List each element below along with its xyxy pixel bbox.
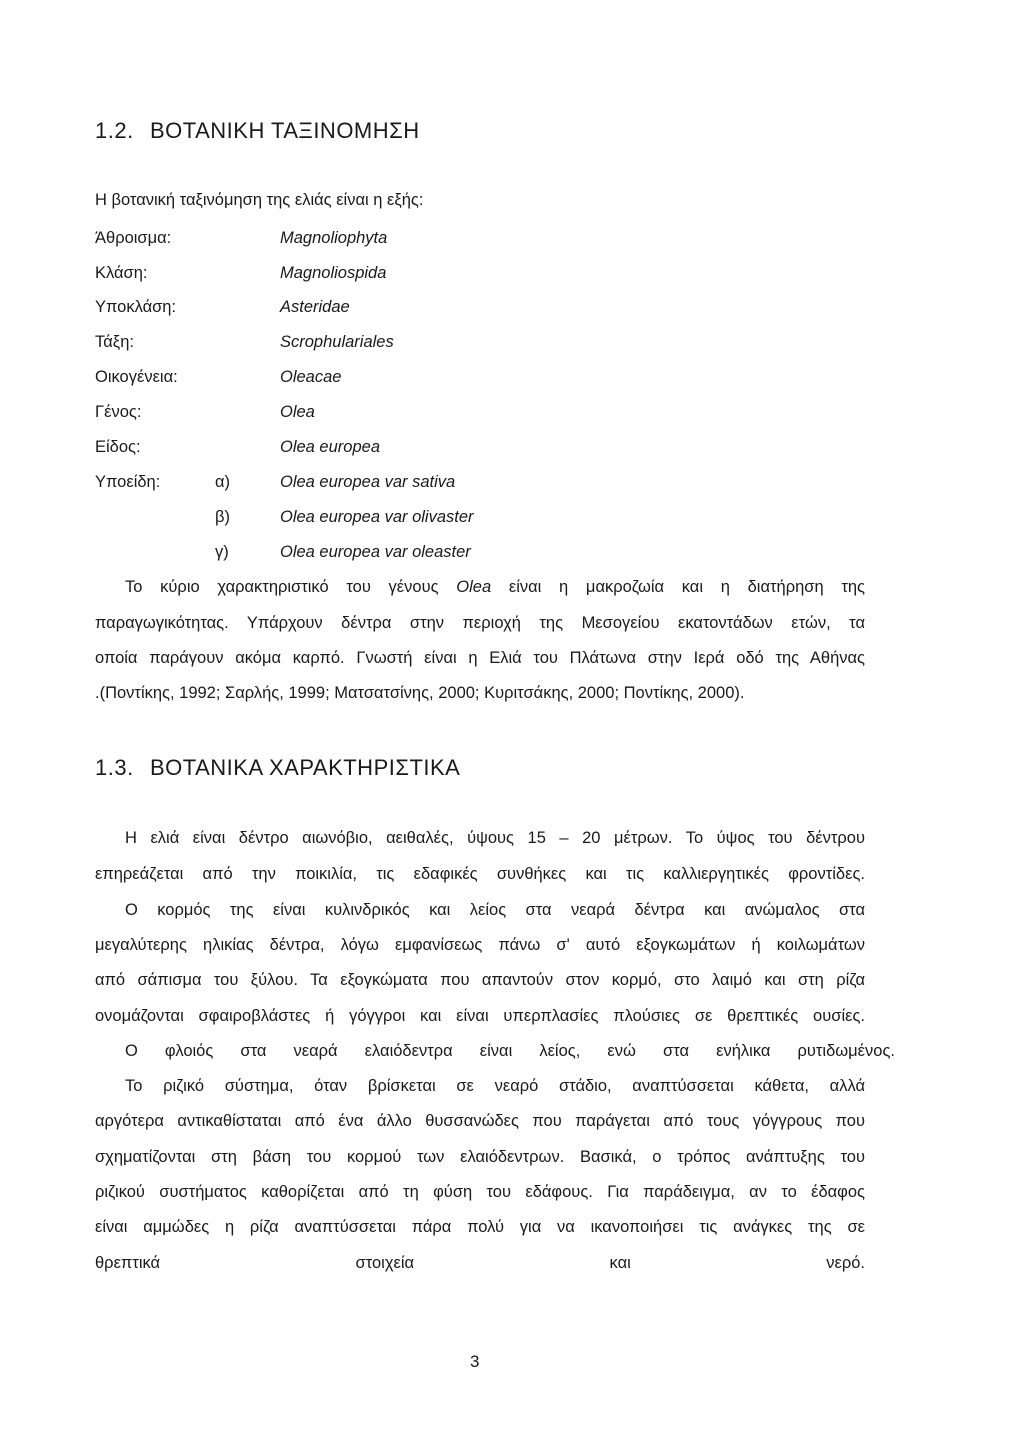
text-run: είναι η μακροζωία και η διατήρηση της bbox=[491, 578, 865, 596]
taxonomy-label: Γένος: bbox=[95, 403, 142, 421]
taxonomy-value: Scrophulariales bbox=[280, 333, 394, 351]
taxonomy-label: Κλάση: bbox=[95, 264, 148, 282]
paragraph-line bbox=[125, 1042, 895, 1061]
paragraph-line bbox=[95, 649, 865, 668]
text-run: Ο κορμός της είναι κυλινδρικός και λείος στα νεαρά δέντρα και ανώμαλος στα bbox=[125, 901, 865, 919]
taxonomy-label: Άθροισμα: bbox=[95, 229, 172, 247]
paragraph-line bbox=[95, 1112, 865, 1131]
taxonomy-value: Magnoliospida bbox=[280, 264, 387, 282]
page-number: 3 bbox=[470, 1352, 480, 1371]
text-run: θρεπτικά στοιχεία και νερό. bbox=[95, 1254, 865, 1272]
paragraph-line bbox=[95, 971, 865, 990]
taxonomy-label: Είδος: bbox=[95, 438, 141, 456]
text-run: ονομάζονται σφαιροβλάστες ή γόγγροι και είναι υπερπλασίες πλούσιες σε θρεπτικές ουσίες. bbox=[95, 1007, 865, 1025]
taxonomy-intro: Η βοτανική ταξινόμηση της ελιάς είναι η εξής: bbox=[95, 191, 424, 209]
subspecies-label: Υποείδη: bbox=[95, 473, 161, 491]
taxonomy-label: Οικογένεια: bbox=[95, 368, 178, 386]
taxonomy-value: Oleacae bbox=[280, 368, 342, 386]
section-1-2-title: ΒΟΤΑΝΙΚΗ ΤΑΞΙΝΟΜΗΣΗ bbox=[150, 118, 420, 143]
subspecies-value: Olea europea var olivaster bbox=[280, 508, 474, 526]
paragraph-line bbox=[125, 901, 865, 920]
text-run: μεγαλύτερης ηλικίας δέντρα, λόγω εμφανίσεως πάνω σ' αυτό εξογκωμάτων ή κοιλωμάτων bbox=[95, 936, 865, 954]
paragraph-line bbox=[95, 1007, 865, 1026]
section-1-2-number: 1.2. bbox=[95, 118, 134, 143]
section-1-2-heading bbox=[95, 118, 420, 144]
taxonomy-value: Olea bbox=[280, 403, 315, 421]
taxonomy-label: Τάξη: bbox=[95, 333, 134, 351]
subspecies-index: γ) bbox=[215, 543, 229, 561]
taxonomy-value: Olea europea bbox=[280, 438, 380, 456]
text-run: Το κύριο χαρακτηριστικό του γένους bbox=[125, 578, 457, 596]
text-run: σχηματίζονται στη βάση του κορμού των ελαιόδεντρων. Βασικά, ο τρόπος ανάπτυξης του bbox=[95, 1148, 865, 1166]
text-run: Ο φλοιός στα νεαρά ελαιόδεντρα είναι λείος, ενώ στα ενήλικα ρυτιδωμένος. bbox=[125, 1042, 895, 1060]
subspecies-value: Olea europea var oleaster bbox=[280, 543, 471, 561]
subspecies-index: α) bbox=[215, 473, 231, 491]
citation-line: .(Ποντίκης, 1992; Σαρλής, 1999; Ματσατσίνης, 2000; Κυριτσάκης, 2000; Ποντίκης, 2000). bbox=[95, 684, 745, 702]
text-run: επηρεάζεται από την ποικιλία, τις εδαφικές συνθήκες και τις καλλιεργητικές φροντίδες. bbox=[95, 865, 865, 883]
section-1-3-number: 1.3. bbox=[95, 755, 134, 780]
genus-name: Olea bbox=[456, 578, 492, 596]
taxonomy-value: Asteridae bbox=[280, 298, 350, 316]
paragraph-line bbox=[125, 578, 865, 597]
paragraph-line bbox=[95, 1183, 865, 1202]
text-run: αργότερα αντικαθίσταται από ένα άλλο θυσσανώδες που παράγεται από τους γόγγρους που bbox=[95, 1112, 865, 1130]
text-run: οποία παράγουν ακόμα καρπό. Γνωστή είναι η Ελιά του Πλάτωνα στην Ιερά οδό της Αθήνας bbox=[95, 649, 865, 667]
paragraph-line bbox=[125, 1077, 865, 1096]
paragraph-line bbox=[95, 1148, 865, 1167]
paragraph-line bbox=[95, 614, 865, 633]
section-1-3-title: ΒΟΤΑΝΙΚΑ ΧΑΡΑΚΤΗΡΙΣΤΙΚΑ bbox=[150, 755, 461, 780]
text-run: είναι αμμώδες η ρίζα αναπτύσσεται πάρα πολύ για να ικανοποιήσει τις ανάγκες της σε bbox=[95, 1218, 865, 1236]
paragraph-line bbox=[95, 865, 865, 884]
text-run: από σάπισμα του ξύλου. Τα εξογκώματα που απαντούν στον κορμό, στο λαιμό και στη ρίζα bbox=[95, 971, 865, 989]
text-run: ριζικού συστήματος καθορίζεται από τη φύση του εδάφους. Για παράδειγμα, αν το έδαφος bbox=[95, 1183, 865, 1201]
subspecies-index: β) bbox=[215, 508, 230, 526]
taxonomy-label: Υποκλάση: bbox=[95, 298, 177, 316]
text-run: παραγωγικότητας. Υπάρχουν δέντρα στην περιοχή της Μεσογείου εκατοντάδων ετών, τα bbox=[95, 614, 865, 632]
text-run: Η ελιά είναι δέντρο αιωνόβιο, αειθαλές, ύψους 15 – 20 μέτρων. Το ύψος του δέντρου bbox=[125, 829, 865, 847]
taxonomy-value: Magnoliophyta bbox=[280, 229, 388, 247]
paragraph-line bbox=[95, 1218, 865, 1237]
paragraph-line bbox=[95, 936, 865, 955]
section-1-3-heading bbox=[95, 755, 460, 781]
subspecies-value: Olea europea var sativa bbox=[280, 473, 456, 491]
paragraph-line bbox=[95, 1254, 865, 1273]
text-run: Το ριζικό σύστημα, όταν βρίσκεται σε νεαρό στάδιο, αναπτύσσεται κάθετα, αλλά bbox=[125, 1077, 865, 1095]
paragraph-line bbox=[125, 829, 865, 848]
